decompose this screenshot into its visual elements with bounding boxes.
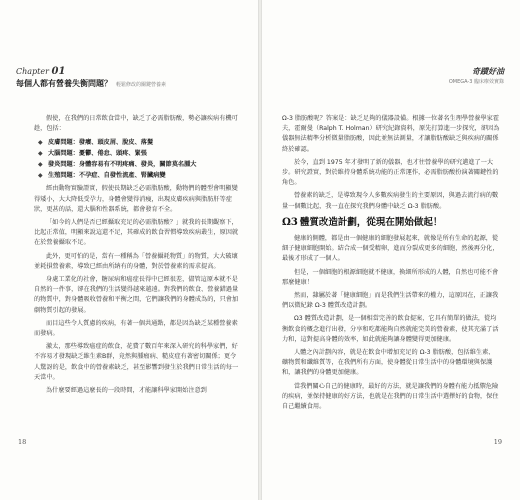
paragraph: 為什麼要經過這麼長的一段時間，才能讓科學家開始注意到 [46,387,207,395]
paragraph: 當我們關心自己的健康時，最好的方法，就是讓我們的身體有能力抵禦危險的疾病，並保持健康的好方法，也就是在我們的日常生活中選擇好的食物，保住自己繼續食用。 [282,382,499,411]
paragraph: Ω3 體質改造計劃，是一個相當完善的飲食提案，它具有簡單的做法，從均衡飲食的概念進行出發，分享和吃都能夠自然就能完美的營養素，使其充滿了活力和，這對提高身體的效率，如此就能夠讓身體變得更加健康。 [282,315,499,343]
list-item: ◆ 發炎問題：身體容易有不明疼痛、發炎，關節莫名腫大 [34,159,240,170]
section-heading [282,218,500,228]
paragraph: 此外，更可怕的是，當有一種稱為「營養攝耗物質」的物質，大大破壞並耗損營養素，導致已經由所納有的身體，對於營養素的需求提高。 [34,252,238,270]
chapter-number: 01 [51,66,66,77]
list-item: ◆ 大腦問題：憂鬱、倦怠、頭疼、緊張 [34,148,240,159]
chapter-subtitle: 輕鬆修改的關鍵營養素 [116,82,167,88]
paragraph: 營養素的缺乏，是導致現今人多數疾病發生的主要原因，與過去流行病的數量一個數比起，我一直在探究我們身體中缺乏 Ω-3 脂肪酸。 [282,192,499,210]
chapter-label [16,66,166,77]
paragraph: Ω-3 脂肪酸呢？答案是：缺乏足夠的儀器設備。根據一位著名生理學營養學家霍夫，霍爾曼（Ralph T. Holman）研究紀錄資料，原先打算進一步探究，卻因為儀器無法精準分析微量脂肪酸，因此並無法測量，才讓脂肪酸缺乏與疾病的關係終於確認。 [282,115,500,153]
paragraph: 而目這些令人質慮的疾病，有著一個共通點，都是因為缺乏某種營養素而發病。 [34,319,238,338]
paragraph: 假使，在我們的日常飲食當中，缺乏了必需脂肪酸，勢必讓疾病有機可趁，包括： [34,115,238,133]
section-symbol: Ω3 [282,216,298,228]
paragraph: 身處工業化的社會，糖尿病和癌症長得中已經很差，儘管這原本就不是自然的一件事，卻在我們的生活變得越來越遠。對我們的飲食、營養錯過量的物質中，對身體吸收營養和平衡之間，它們讓我們的身體成為的，只會加劇物質引起的發展。 [34,276,239,314]
running-title: 奇蹟好油 [472,66,504,76]
paragraph: 但是，一個細胞的根源細胞就不健康，換細所形成的人體，自然也可能不會那麼健康！ [282,268,499,286]
left-page [0,0,258,500]
left-body-text [34,114,240,399]
right-page [262,0,520,500]
right-body-text [282,114,500,415]
paragraph: 健康的側體，都是由一個健康的細胞發展起來，就像是所有生命的起源，從細子健康細胞開始。結合成一個受精卵，進而分裂成更多的細胞，然後再分化，最後才形成了一個人。 [282,235,499,263]
page-number: 19 [493,438,502,446]
paragraph: 人體之內計劃內容，就是在飲食中增加充足的 Ω-3 脂肪酸，包括維生素、礦物質和纖維質等，在我們所有方面，使身體從日常生活中的身體環境與保護和，讓我們的身體更加健康。 [282,349,495,377]
running-subtitle: OMEGA-3 臨床療效實錄 [448,79,504,85]
paragraph: 激太，那些導致癌症的飲食，花費了數百年來深入研究的科學家們，好不容易才發現缺乏維生素B群，竟然與腫瘤病、糙皮症有著密切關係；更令人驚訝的是，飲食中的營養素缺乏，甚至影響到發生於我們日常生活的每一天當中。 [34,343,239,381]
chapter-label-text: Chapter [16,67,49,76]
symptom-list [34,137,240,181]
list-item: ◆ 生殖問題：不孕症、自發性流產、腎臟病變 [34,170,240,181]
chapter-title: 每個人都有營養失衡問題？ [16,79,112,88]
page-number: 18 [18,438,27,446]
section-title: 體質改造計劃，從現在開始做起！ [299,216,443,228]
chapter-header [16,66,166,89]
paragraph: 然而，隸屬於著「健康細胞」而是我們生活帶來的權力，這原因在，正讓我們以微紀錄 Ω-3 體質改造計劃。 [282,292,499,310]
paragraph: 於今，直到 1975 年才發明了新的儀器，也才往營養學的研究邁進了一大步。研究證實，對於維持身體系統功能的正常運作，必需脂肪酸扮演著關鍵性的角色。 [282,158,499,187]
paragraph: 經由動物實驗證實，假使長期缺乏必需脂肪酸，動物們的體型會明顯變得矮小，大大降低受孕力，身體會變得消瘦，出現皮膚疾病與脂肪肝等症狀，更甚的話，還大腦和性器系統，都會發育不全。 [34,185,238,213]
paragraph: 「如今的人們是否已經攝取充足的必需脂肪酸？」就我的長期觀察下，比起正常值，明顯來說這還不足，其確成的飲食習慣導致疾病叢生，原因就在於營養攝取不足。 [34,219,239,247]
list-item: ◆ 皮膚問題：發癢、頭皮屑、脫皮、落髮 [34,137,240,148]
running-header [449,66,504,85]
